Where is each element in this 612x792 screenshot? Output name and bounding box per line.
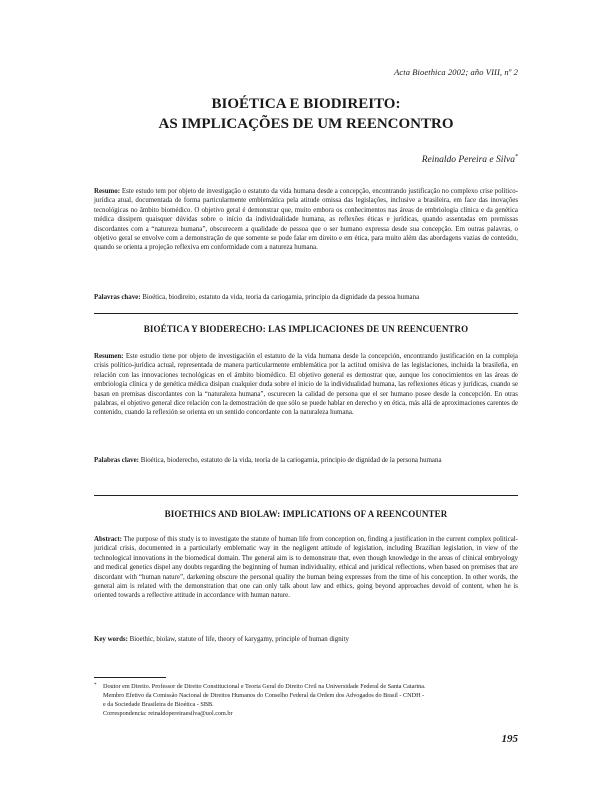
footnote-divider (94, 677, 166, 678)
title-line-1: BIOÉTICA E BIODIREITO: (211, 96, 401, 112)
footnote-line-4: Correspondencia: reinaldopereiraesilva@uol.com.br (103, 710, 233, 717)
footnote-line-3: e da Sociedade Brasileira de Bioética - SBB. (103, 701, 214, 708)
section-divider (94, 313, 518, 314)
abstract-block (94, 535, 518, 601)
footnote-line-2: Membro Efetivo da Comissão Nacional de Direitos Humanos do Conselho Federal da Ordem dos Advogados do Brasil - CNDH - (103, 692, 425, 699)
palavras-chave-label: Palavras chave: (94, 294, 141, 301)
key-words-text: Bioethic, biolaw, statute of life, theory of karygamy, principle of human dignity (129, 636, 349, 643)
key-words (94, 635, 518, 645)
resumo-text: Este estudo tem por objeto de investigação o estatuto da vida humana desde a concepção, encontrando justificação no complexo crise político-jurídica atual, documentada de forma particularmente emblemática pela atitude omissa das legislações, inclusive a brasileira, em face das inovações tecnológicas no âmbito biomédico. O objetivo geral é demonstrar que, muito embora os conhecimentos nas áreas de embriologia clínica e da genética médica dissipem quaisquer dúvidas sobre o início da individualidade humana, as reflexões éticas e jurídicas, quando assentadas em premissas discordantes com a “natureza humana”, obscurecem a qualidade de pessoa que o ser humano expressa desde sua concepção. Em outras palavras, o objetivo geral se envolve com a demonstração de que somente se pode falar em direito e em ética, para muito além das abordagens vazias de conteúdo, quando se orienta a projeção reflexiva em conformidade com a natureza humana. (94, 188, 518, 252)
journal-reference: Acta Bioethica 2002; año VIII, nº 2 (394, 67, 518, 77)
author-name: Reinaldo Pereira e Silva (421, 155, 515, 166)
abstract-text: The purpose of this study is to investigate the statute of human life from conception on, finding a justification in the current complex political-juridical crisis, documented in a particularly emblematic way in the negligent attitude of legislation, including Brazilian legislation, in view of the technological innovations in the biomedical domain. The general aim is to demonstrate that, even though knowledge in the areas of clinical embryology and medical genetics dispel any doubts regarding the beginning of human individuality, ethical and juridical reflections, when based on premises that are discordant with “human nature”, darkening obscure the personal quality the human being expresses from the time of his conception. In other words, the general aim is related with the demonstration that one can only talk about law and ethics, going beyond approaches devoid of content, when he is oriented towards a reflective attitude in accordance with human nature. (94, 536, 518, 600)
author-footnote (94, 682, 518, 718)
resumo-label: Resumo: (94, 188, 121, 195)
author-line (422, 154, 518, 165)
spanish-heading: BIOÉTICA Y BIODERECHO: LAS IMPLICACIONES DE UN REENCUENTRO (143, 324, 469, 334)
footnote-mark: * (94, 683, 97, 688)
footnote-line-1: Doutor em Direito. Professor de Direito Constitucional e Teoria Geral do Direito Civil na Universidade Federal de Santa Catarina. (103, 683, 426, 690)
key-words-label: Key words: (94, 636, 128, 643)
palavras-chave-text: Bioética, biodireito, estatuto da vida, teoria da cariogamia, princípio da dignidade da pessoa humana (142, 294, 420, 301)
english-heading: BIOETHICS AND BIOLAW: IMPLICATIONS OF A REENCOUNTER (164, 509, 448, 519)
page-number: 195 (501, 733, 518, 745)
palabras-clave-label: Palabras clave: (94, 457, 139, 464)
abstract-label: Abstract: (94, 536, 122, 543)
article-title (94, 94, 518, 134)
paper-page (94, 0, 518, 792)
palabras-clave-text: Bioética, bioderecho, estatuto de la vida, teoría de la cariogamia, principio de dignidad de la persona humana (140, 457, 442, 464)
resumen-label: Resumen: (94, 353, 124, 360)
resumo-block (94, 187, 518, 253)
palavras-chave (94, 293, 518, 303)
resumen-block (94, 352, 518, 418)
palabras-clave (94, 456, 518, 466)
title-line-2: AS IMPLICAÇÕES DE UM REENCONTRO (158, 116, 454, 132)
resumen-text: Este estudio tiene por objeto de investigación el estatuto de la vida humana desde la concepción, encontrando justificación en la compleja crisis político-jurídica actual, representada de manera particularmente emblemática por la actitud omisiva de las legislaciones, incluida la brasileña, en relación con las innovaciones tecnológicas en el ámbito biomédico. El objetivo general es demostrar que, aunque los conocimientos en las áreas de embriología clínica y de genética médica disipan cualquier duda sobre el inicio de la individualidad humana, las reflexiones éticas y jurídicas, cuando se basan en premisas discordantes con la “naturaleza humana”, oscurecen la calidad de persona que el ser humano posee desde la concepción. En otras palabras, el objetivo general dice relación con la demostración de que sólo se puede hablar en derecho y en ética, más allá de aproximaciones carentes de contenido, cuando la reflexión se orienta en un sentido concordante con la naturaleza humana. (94, 353, 518, 417)
section-divider (94, 495, 518, 496)
author-footnote-mark: * (515, 154, 518, 160)
